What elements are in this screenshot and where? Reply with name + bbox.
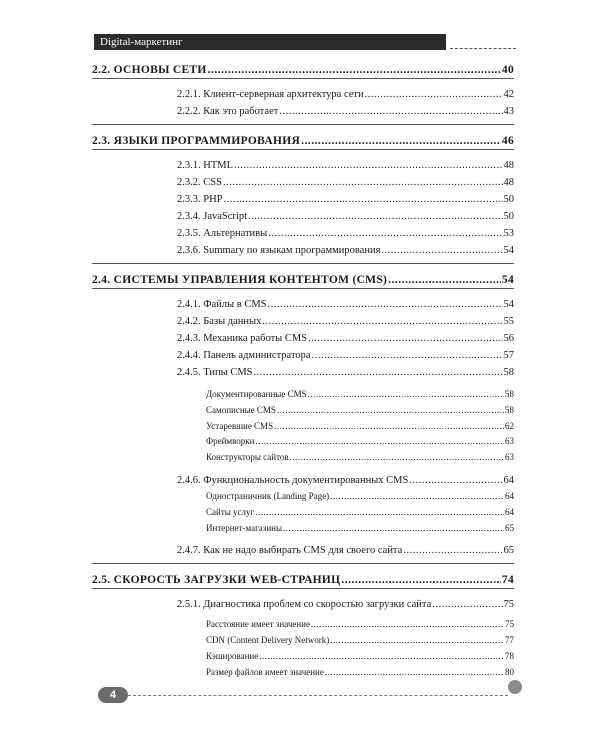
toc-heading-page: 40 (501, 64, 514, 76)
toc-entry (177, 596, 514, 613)
toc-subentry-page: 64 (505, 490, 514, 501)
toc-subentry-page: 63 (505, 436, 514, 447)
toc-heading-title: 2.3. ЯЗЫКИ ПРОГРАММИРОВАНИЯ (92, 135, 301, 147)
toc-entry (177, 103, 514, 120)
toc-subentry-title: Документированные CMS (206, 389, 307, 399)
toc-entry (177, 208, 514, 225)
toc-entry-title: 2.2.2. Как это работает (177, 106, 279, 117)
toc-subentry-page: 65 (505, 522, 514, 533)
toc-subentry (206, 419, 514, 435)
header-title: Digital-маркетинг (100, 36, 183, 48)
toc-entry-title: 2.4.2. Базы данных (177, 316, 262, 327)
toc-entry-page: 57 (503, 350, 514, 361)
toc-heading-page: 46 (501, 135, 514, 147)
toc-entry-page: 64 (503, 474, 514, 486)
page-number-badge (98, 687, 128, 703)
toc-entry (177, 347, 514, 364)
toc-subentry-page: 78 (505, 650, 514, 661)
toc-subentry-title: Интернет-магазины (206, 522, 283, 533)
toc-subentry (206, 665, 514, 681)
toc-heading-title: 2.2. ОСНОВЫ СЕТИ (92, 64, 207, 76)
toc-entry-title: 2.3.2. CSS (177, 177, 222, 188)
toc-entry-title: 2.5.1. Диагностика проблем со скоростью загрузки сайта (177, 599, 432, 611)
toc-subentry (206, 521, 514, 537)
toc-section-2-2 (92, 62, 514, 79)
toc-entry (177, 225, 514, 242)
footer-dotted-rule (128, 695, 508, 696)
toc-subentry (206, 434, 514, 450)
toc-entry-page: 54 (503, 299, 514, 310)
toc-subentry-title: Устаревшие CMS (206, 420, 274, 431)
toc-subentry-title: Фреймворки (206, 436, 255, 447)
toc-subentry-title: CDN (Content Delivery Network) (206, 635, 330, 646)
toc-entry-page: 53 (503, 228, 514, 239)
toc-entry (177, 191, 514, 208)
toc-heading-page: 54 (501, 274, 514, 286)
toc-subentry-page: 63 (505, 452, 514, 463)
toc-entry (177, 296, 514, 313)
toc-entry-page: 50 (503, 211, 514, 222)
toc-subentry (206, 489, 514, 505)
toc-entry-page: 58 (503, 367, 514, 378)
toc-subentry (206, 633, 514, 649)
toc-entry-title: 2.3.5. Альтернативы (177, 228, 268, 239)
running-header (94, 34, 446, 50)
toc-entry-title: 2.4.7. Как не надо выбирать CMS для своего сайта (177, 545, 403, 557)
toc-entry-title: 2.4.3. Механика работы CMS (177, 333, 308, 344)
toc-entry-title: 2.4.1. Файлы в CMS (177, 299, 267, 310)
toc-subentry (206, 505, 514, 521)
toc-subentry-page: 62 (505, 420, 514, 431)
toc-subentry (206, 450, 514, 466)
toc-subentry-title: Кэширование (206, 650, 259, 661)
toc-heading (92, 272, 514, 288)
toc-subentry-page: 58 (505, 404, 514, 415)
toc-entry-title: 2.4.6. Функциональность документированных CMS (177, 474, 409, 486)
toc-entry-title: 2.3.6. Summary по языкам программирования (177, 245, 381, 256)
toc-entry (177, 472, 514, 489)
toc-subentry-title: Конструкторы сайтов (206, 452, 289, 463)
toc-subentry (206, 617, 514, 633)
toc-subentry (206, 403, 514, 419)
toc-entry (177, 364, 514, 381)
toc-entry-page: 50 (503, 194, 514, 205)
toc-group-2-4 (92, 296, 514, 564)
toc-entry (177, 542, 514, 559)
toc-entry-title: 2.3.1. HTML (177, 160, 233, 171)
page-number: 4 (109, 689, 117, 701)
toc-subentry-title: Размер файлов имеет значение (206, 666, 324, 677)
toc-entry-page: 43 (503, 106, 514, 117)
toc-subentry (206, 649, 514, 665)
toc-section-2-3 (92, 133, 514, 150)
toc-entry-title: 2.2.1. Клиент-серверная архитектура сети (177, 89, 364, 100)
circle-marker-icon (508, 680, 522, 694)
toc-heading (92, 62, 514, 78)
toc-subentry-page: 77 (505, 635, 514, 646)
toc-entry-title: 2.3.3. PHP (177, 194, 223, 205)
header-dotted-rule (450, 48, 516, 49)
toc-group-2-2 (92, 86, 514, 125)
toc-group-2-3 (92, 157, 514, 264)
toc-entry-page: 48 (503, 160, 514, 171)
toc-entry-page: 54 (503, 245, 514, 256)
toc-heading-title: 2.4. СИСТЕМЫ УПРАВЛЕНИЯ КОНТЕНТОМ (CMS) (92, 274, 388, 286)
toc-entry-title: 2.4.4. Панель администратора (177, 350, 311, 361)
toc-entry-page: 56 (503, 333, 514, 344)
toc-entry-title: 2.4.5. Типы CMS (177, 367, 253, 378)
toc-entry-page: 65 (503, 545, 514, 557)
toc-entry (177, 174, 514, 191)
table-of-contents (92, 62, 514, 681)
toc-heading-title: 2.5. СКОРОСТЬ ЗАГРУЗКИ WEB-СТРАНИЦ (92, 574, 341, 587)
toc-heading (92, 133, 514, 149)
toc-group-2-5 (92, 596, 514, 680)
toc-entry-page: 55 (503, 316, 514, 327)
toc-subentry-page: 58 (505, 389, 514, 399)
toc-subentry-title: Самописные CMS (206, 404, 276, 415)
toc-subentry-title: Сайты услуг (206, 506, 255, 517)
toc-entry (177, 330, 514, 347)
toc-entry (177, 157, 514, 174)
toc-entry-page: 48 (503, 177, 514, 188)
toc-entry (177, 86, 514, 103)
toc-section-2-4 (92, 272, 514, 289)
toc-entry (177, 313, 514, 330)
toc-entry-page: 75 (503, 599, 514, 611)
toc-subentry-title: Расстояние имеет значение (206, 619, 310, 630)
toc-subentry-title: Одностраничник (Landing Page) (206, 490, 330, 501)
toc-entry (177, 242, 514, 259)
toc-entry-title: 2.3.4. JavaScript (177, 211, 247, 222)
toc-subentry (206, 387, 514, 403)
toc-heading (92, 572, 514, 588)
toc-subentry-page: 64 (505, 506, 514, 517)
toc-heading-page: 74 (501, 574, 514, 587)
toc-entry-page: 42 (503, 89, 514, 100)
toc-section-2-5 (92, 572, 514, 589)
toc-subentry-page: 75 (505, 619, 514, 630)
toc-subentry-page: 80 (505, 666, 514, 677)
